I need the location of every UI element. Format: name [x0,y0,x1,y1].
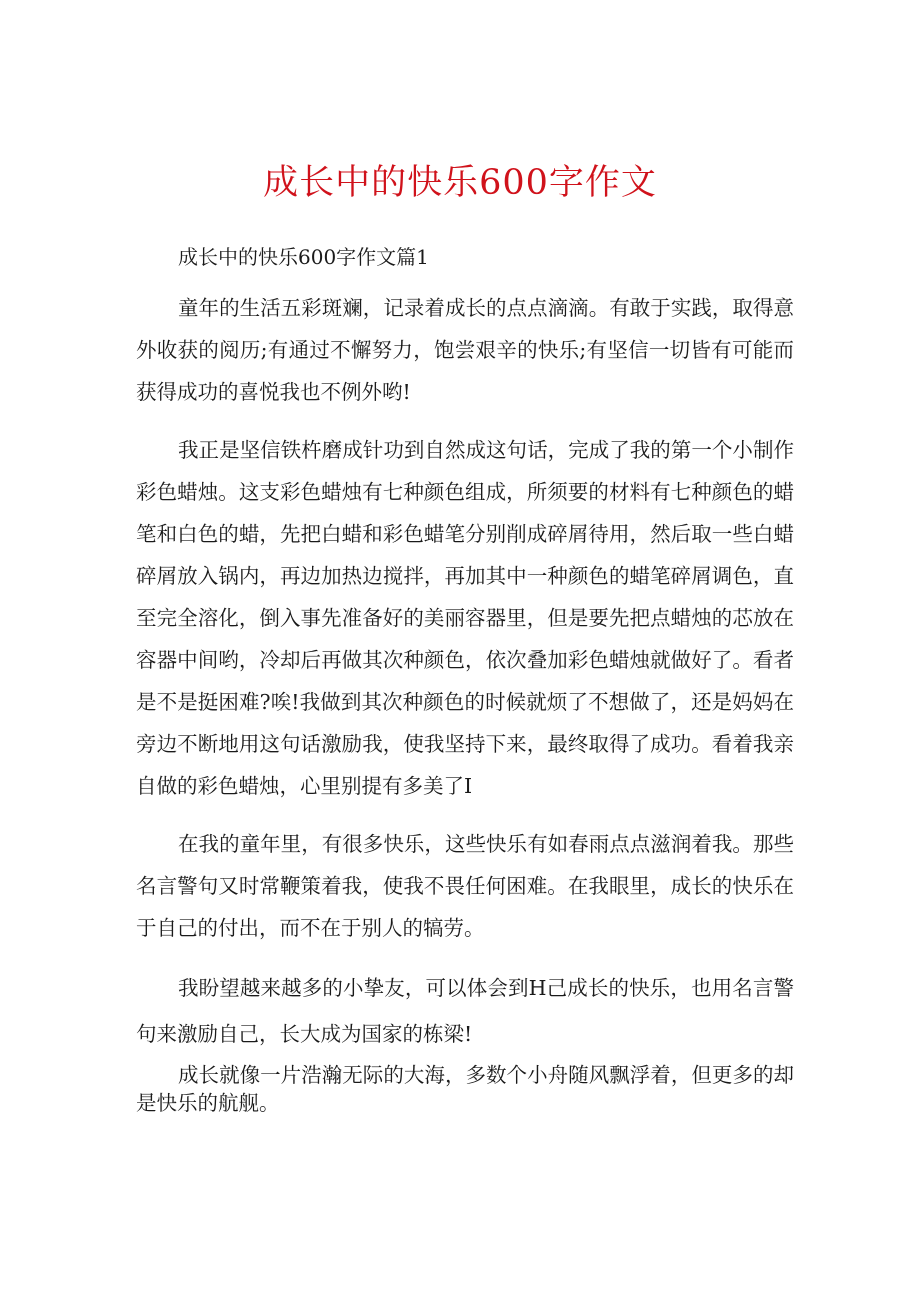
article-body [136,237,794,1117]
paragraph-3: 在我的童年里，有很多快乐，这些快乐有如春雨点点滋润着我。那些名言警句又时常鞭策着我，使我不畏任何困难。在我眼里，成长的快乐在于自己的付出，而不在于别人的犒劳。 [136,832,794,940]
paragraph-1: 童年的生活五彩斑斓，记录着成长的点点滴滴。有敢于实践，取得意外收获的阅历;有通过不懈努力，饱尝艰辛的快乐;有坚信一切皆有可能而获得成功的喜悦我也不例外哟! [136,296,794,404]
paragraph-4: 我盼望越来越多的小挚友，可以体会到H己成长的快乐，也用名言警句来激励自己，长大成为国家的栋梁! [136,976,794,1046]
paragraph-2: 我正是坚信铁杵磨成针功到自然成这句话，完成了我的第一个小制作彩色蜡烛。这支彩色蜡烛有七种颜色组成，所须要的材料有七种颜色的蜡笔和白色的蜡，先把白蜡和彩色蜡笔分别削成碎屑待用，然后取一些白蜡碎屑放入锅内，再边加热边搅拌，再加其中一种颜色的蜡笔碎屑调色，直至完全溶化，倒入事先准备好的美丽容器里，但是要先把点蜡烛的芯放在容器中间哟，冷却后再做其次种颜色，依次叠加彩色蜡烛就做好了。看者是不是挺困难?唉!我做到其次种颜色的时候就烦了不想做了，还是妈妈在旁边不断地用这句话激励我，使我坚持下来，最终取得了成功。看着我亲自做的彩色蜡烛，心里别提有多美了I [136,438,794,798]
paragraph-5: 成长就像一片浩瀚无际的大海，多数个小舟随风飘浮着，但更多的却是快乐的航舰。 [136,1063,794,1115]
section-heading: 成长中的快乐600字作文篇1 [178,245,429,269]
page-title: 成长中的快乐600字作文 [263,163,657,203]
